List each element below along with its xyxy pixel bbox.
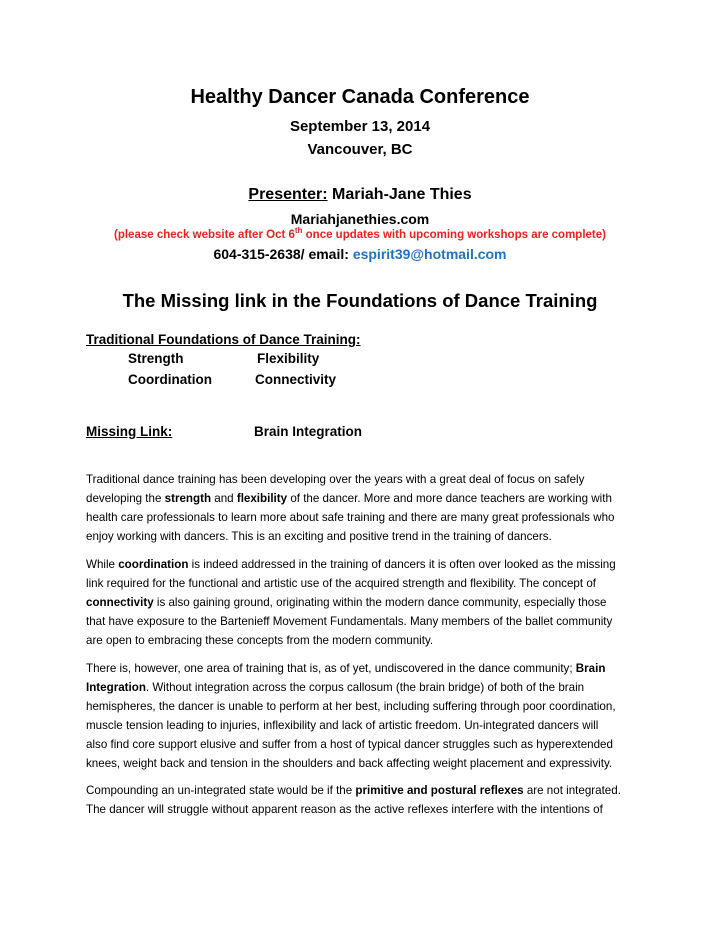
paragraph-line: muscle tension leading to injuries, inflexibility and lack of artistic freedom. Un-integrated dancers will: [86, 719, 599, 732]
bold-term: Brain: [575, 662, 606, 675]
paragraph-line: [86, 659, 646, 678]
foundation-strength: Strength: [128, 351, 184, 366]
text-segment: of the dancer. More and more dance teachers are working with: [287, 492, 612, 505]
presenter-label: Presenter:: [248, 186, 328, 203]
presenter-website[interactable]: Mariahjanethies.com: [290, 211, 430, 227]
bold-term: flexibility: [236, 492, 288, 505]
paragraph-line: [86, 781, 646, 800]
paragraph-line: The dancer will struggle without apparent reason as the active reflexes interfere with the intentions of: [86, 803, 603, 816]
missing-link-label: Missing Link:: [86, 424, 173, 439]
paragraph-line: [86, 678, 646, 697]
paragraph-1: [86, 470, 646, 546]
foundations-heading: Traditional Foundations of Dance Training:: [86, 332, 361, 347]
paragraph-line: also find core support elusive and suffer from a host of typical dancer struggles such as hyperextended: [86, 738, 613, 751]
phone-text: 604-315-2638/ email:: [213, 246, 353, 262]
text-segment: are not integrated.: [523, 784, 621, 797]
foundation-coordination: Coordination: [128, 372, 212, 387]
bold-term: strength: [164, 492, 212, 505]
paragraph-line: hemispheres, the dancer is unable to perform at her best, including suffering through poor coordination,: [86, 700, 616, 713]
paragraph-line: [86, 555, 646, 574]
text-segment: is indeed addressed in the training of dancers it is often over looked as the missing: [188, 558, 616, 571]
paragraph-line: [86, 489, 646, 508]
presenter-line: [0, 186, 720, 204]
foundation-connectivity: Connectivity: [255, 372, 337, 387]
text-segment: developing the: [86, 492, 165, 505]
main-heading: The Missing link in the Foundations of Dance Training: [122, 290, 598, 311]
text-segment: While: [86, 558, 119, 571]
paragraph-line: that have exposure to the Bartenieff Movement Fundamentals. Many members of the ballet community: [86, 615, 613, 628]
note-before: (please check website after Oct 6: [114, 229, 295, 241]
paragraph-2: [86, 555, 646, 650]
text-segment: . Without integration across the corpus callosum (the brain bridge) of both of the brain: [145, 681, 585, 694]
bold-term: primitive and postural reflexes: [355, 784, 524, 797]
bold-term: Integration: [86, 681, 146, 694]
paragraph-line: Traditional dance training has been developing over the years with a great deal of focus on safely: [86, 473, 585, 486]
paragraph-line: health care professionals to learn more about safe training and there are many great professionals who: [86, 511, 615, 524]
paragraph-line: knees, weight back and tension in the shoulders and back affecting weight placement and expressivity.: [86, 757, 613, 770]
conference-date: September 13, 2014: [289, 118, 431, 135]
paragraph-line: link required for the functional and artistic use of the acquired strength and flexibility. The concept of: [86, 577, 596, 590]
presenter-name: Mariah-Jane Thies: [332, 186, 472, 203]
note-superscript: th: [294, 226, 303, 236]
bold-term: connectivity: [86, 596, 154, 609]
text-segment: Compounding an un-integrated state would be if the: [86, 784, 356, 797]
email-link[interactable]: espirit39@hotmail.com: [352, 246, 507, 262]
contact-line: [0, 246, 720, 262]
paragraph-line: [86, 593, 646, 612]
missing-link-value: Brain Integration: [254, 424, 363, 439]
conference-title: Healthy Dancer Canada Conference: [190, 86, 530, 108]
paragraph-4: [86, 781, 646, 819]
bold-term: coordination: [118, 558, 189, 571]
foundation-flexibility: Flexibility: [257, 351, 320, 366]
text-segment: and: [211, 492, 237, 505]
paragraph-line: enjoy working with dancers. This is an exciting and positive trend in the training of dancers.: [86, 530, 552, 543]
text-segment: There is, however, one area of training that is, as of yet, undiscovered in the dance community;: [86, 662, 576, 675]
paragraph-line: are open to embracing these concepts from the modern community.: [86, 634, 434, 647]
website-note: [0, 226, 720, 241]
note-after: once updates with upcoming workshops are complete): [302, 229, 606, 241]
text-segment: is also gaining ground, originating within the modern dance community, especially those: [153, 596, 607, 609]
paragraph-3: [86, 659, 646, 773]
conference-location: Vancouver, BC: [307, 141, 413, 158]
